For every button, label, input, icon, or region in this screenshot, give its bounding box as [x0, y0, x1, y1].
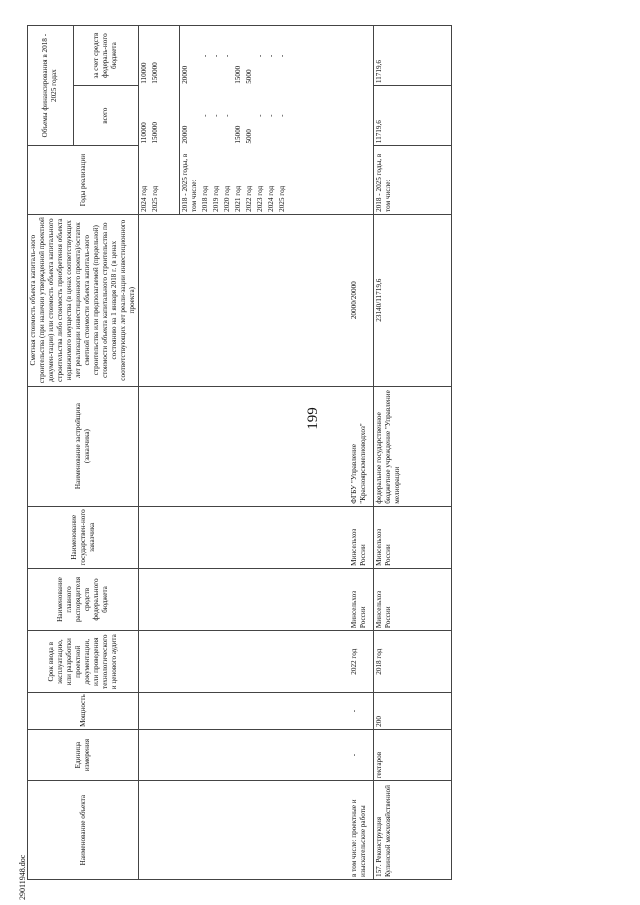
- header-commissioning: Срок ввода в эксплуатацию, или разработки проектной документации, или проведения технологического и ценового аудита: [28, 631, 139, 693]
- row2-state-customer: Минсельхоз России: [374, 506, 452, 568]
- year-cell: 2025 год: [277, 185, 286, 212]
- row1-developer: ФГБУ "Управление "Красноярскмелиоводхоз": [350, 423, 367, 504]
- row1-commissioning: 2022 год: [350, 648, 358, 675]
- row1-capacity: -: [350, 709, 358, 713]
- total-cell: 20000: [180, 125, 189, 144]
- table-row: [200, 26, 211, 214]
- federal-cell: 110000: [140, 62, 148, 84]
- row2-developer: федеральное государственное бюджетное учреждение "Управление мелиорации: [374, 386, 452, 506]
- federal-cell: 15000: [233, 65, 242, 84]
- year-cell: 2018 год: [200, 185, 209, 212]
- header-row-1: [28, 26, 74, 880]
- row1-state-customer: Минсельхоз России: [350, 528, 367, 566]
- year-cell: 2019 год: [211, 185, 220, 212]
- row2-unit: гектаров: [374, 729, 452, 780]
- year-cell: 2024 год: [266, 185, 275, 212]
- table-row: [255, 26, 266, 214]
- total-cell: -: [211, 114, 220, 117]
- total-cell: -: [222, 114, 231, 117]
- table-row: [266, 26, 277, 214]
- federal-cell: 150000: [151, 62, 159, 84]
- table-row: [211, 26, 222, 214]
- header-capacity: Мощность: [28, 693, 139, 729]
- table-row: [374, 26, 452, 880]
- table-row: [277, 26, 288, 214]
- total-cell: 15000: [233, 125, 242, 144]
- row1-years: [180, 26, 288, 214]
- row1-main-manager: Минсельхоз России: [350, 590, 367, 629]
- table-row: [233, 26, 244, 214]
- table-row: [139, 26, 150, 214]
- federal-cell: 20000: [180, 65, 189, 84]
- year-cell: 2018 - 2025 годы, в том числе:: [180, 153, 198, 212]
- page-number: 199: [304, 407, 321, 430]
- row2-capacity: 200: [374, 693, 452, 729]
- table-row: [222, 26, 233, 214]
- total-cell: 5000: [244, 129, 253, 144]
- header-funding: Объемы финансирования в 2018 - 2025 годах: [28, 26, 74, 146]
- total-cell: 150000: [151, 122, 159, 144]
- total-cell: -: [266, 114, 275, 117]
- header-developer: Наименование застройщика (заказчика): [28, 386, 139, 506]
- header-federal: за счет средств федераль-ного бюджета: [73, 26, 138, 86]
- table-row: [150, 26, 161, 214]
- year-cell: 2023 год: [255, 185, 264, 212]
- row2-name: Реконструкция Кулинской межхозяйственной: [375, 785, 392, 877]
- header-estimated-cost: Сметная стоимость объекта капиталь-ного строительства (при наличии утвержденной проектной докумен-тации) или стоимость объекта капитального строительства либо стоимость приобретения объекта недвижимого имущества (в ценах соответствующих лет реализации инвестиционного проекта)/остаток сметной стоимости объекта капиталь-ного строительства или предполагаемой (предельной) стоимости объекта капитального строительства по состоянию на 1 января 2018 г. (в ценах соответствующих лет реали-зации инвестиционного проекта): [28, 214, 139, 386]
- row1-name: в том числе: проектные и изыскательские работы: [350, 799, 367, 877]
- table-row: [180, 26, 200, 214]
- federal-cell: -: [277, 54, 286, 58]
- year-cell: 2021 год: [233, 185, 242, 212]
- doc-id: 29011948.doc: [18, 854, 27, 900]
- federal-cell: -: [255, 54, 264, 58]
- header-main-manager: Наименование главного распорядителя средств федерального бюджета: [28, 568, 139, 630]
- funding-table: [27, 25, 452, 880]
- table-row: [244, 26, 255, 214]
- row2-total: 11719,6: [374, 86, 452, 146]
- table-row: [139, 26, 180, 880]
- year-cell: 2020 год: [222, 185, 231, 212]
- total-cell: 110000: [140, 122, 148, 144]
- header-unit: Единица измерения: [28, 729, 139, 780]
- header-total: всего: [73, 86, 138, 146]
- total-cell: -: [277, 114, 286, 117]
- federal-cell: -: [222, 54, 231, 58]
- federal-cell: 5000: [244, 69, 253, 84]
- federal-cell: -: [200, 54, 209, 58]
- total-cell: -: [200, 114, 209, 117]
- row2-commissioning: 2018 год: [374, 631, 452, 693]
- federal-cell: -: [266, 54, 275, 58]
- row2-cost: 23140/11719,6: [374, 214, 452, 386]
- row2-main-manager: Минсельхоз России: [374, 568, 452, 630]
- total-cell: -: [255, 114, 264, 117]
- row2-federal: 11719,6: [374, 26, 452, 86]
- row1-years-top: [139, 26, 161, 214]
- header-years: Годы реализации: [28, 146, 139, 215]
- row2-year: 2018 - 2025 годы, в том числе:: [374, 146, 452, 215]
- header-object-name: Наименование объекта: [28, 781, 139, 880]
- year-cell: 2024 год: [140, 185, 148, 212]
- rotated-table: [27, 25, 640, 880]
- year-cell: 2025 год: [151, 185, 159, 212]
- header-state-customer: Наименование государствен-ного заказчика: [28, 506, 139, 568]
- row2-number: 157.: [375, 864, 383, 877]
- year-cell: 2022 год: [244, 185, 253, 212]
- federal-cell: -: [211, 54, 220, 58]
- row1-cost: 20000/20000: [350, 281, 358, 320]
- row1-unit: -: [350, 753, 358, 757]
